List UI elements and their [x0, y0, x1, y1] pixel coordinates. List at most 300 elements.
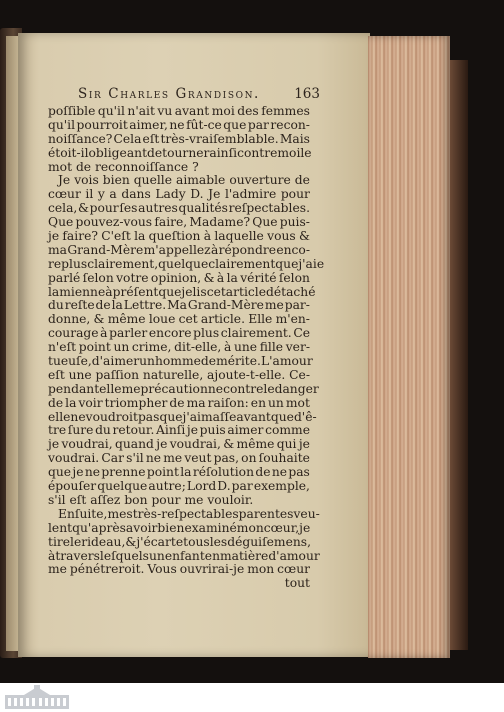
word: à [223, 340, 232, 355]
word: Ma [167, 298, 188, 313]
word: puis- [279, 215, 310, 230]
word: même [107, 312, 146, 327]
word: courage [48, 326, 99, 341]
word: eſt [48, 367, 65, 382]
text-line [48, 105, 310, 119]
word: pouvez-vous [75, 215, 153, 230]
word: ne [271, 465, 288, 480]
word: aſſez [90, 492, 121, 507]
word: plus [193, 326, 220, 341]
word: à [100, 326, 108, 341]
word: la [134, 229, 146, 244]
word: moi [211, 104, 235, 118]
word: que [275, 256, 299, 271]
word: naturelle, [142, 367, 204, 382]
page-number: 163 [294, 86, 320, 102]
word: autres [138, 201, 178, 216]
footer-bar [0, 683, 504, 712]
word: par [231, 479, 253, 494]
word: D. [190, 187, 204, 202]
word: détaché [265, 284, 316, 299]
text-line [48, 452, 310, 466]
word: déguiſemens, [227, 534, 312, 549]
word: de [147, 145, 163, 160]
word: par [247, 117, 269, 132]
word: une [233, 340, 258, 355]
word: Ce- [289, 367, 310, 382]
word: ma [186, 395, 206, 410]
word: point [146, 465, 179, 480]
word: obligeant [88, 145, 148, 160]
word: avant [236, 409, 271, 424]
word: à [105, 284, 113, 299]
word: j'aimaſſe [182, 409, 237, 424]
word: du [95, 423, 111, 438]
word: de [255, 465, 271, 480]
word: vous [267, 229, 296, 244]
word: clairement, [87, 256, 159, 271]
word: homme [154, 354, 201, 369]
word: un [139, 354, 155, 369]
word: d'amour [268, 548, 320, 563]
word: quelle [133, 173, 173, 188]
word: même [236, 437, 275, 452]
word: contre [223, 381, 264, 396]
word: ma [48, 242, 67, 257]
text-line [48, 480, 310, 494]
word: ouvrirai-je [179, 562, 245, 577]
word: dit-elle, [174, 340, 222, 355]
word: crime, [131, 340, 172, 355]
word: y [97, 187, 105, 202]
text-line [48, 369, 310, 383]
word: veu- [293, 506, 320, 521]
text-line [48, 494, 310, 508]
word: je [72, 465, 84, 480]
word: d'aimer [91, 354, 140, 369]
text-line [48, 299, 310, 313]
text-line [48, 563, 310, 577]
word: mot [285, 395, 310, 410]
word: à [48, 548, 56, 563]
word: préſent [112, 284, 159, 299]
word: mot [48, 159, 73, 174]
word: C'eſt [101, 229, 131, 244]
word: femmes [261, 104, 310, 118]
word: quand [114, 437, 154, 452]
word: pour [151, 492, 181, 507]
catchword [48, 577, 310, 591]
word: mes [107, 506, 133, 521]
word: opinion, [150, 270, 202, 285]
library-building-logo [4, 685, 70, 710]
word: moi [277, 145, 301, 160]
word: pourroit [76, 117, 128, 132]
word: L'amour [260, 354, 313, 369]
word: je [48, 437, 60, 452]
word: pas [137, 409, 160, 424]
word: elle [48, 409, 71, 424]
word: rideau, [81, 534, 126, 549]
word: ſouhaite [258, 451, 310, 466]
word: que [48, 465, 72, 480]
word: qu'après [72, 520, 126, 535]
word: ne [84, 465, 101, 480]
word: n'eſt [48, 340, 77, 355]
word: & [93, 312, 105, 327]
word: tire [48, 534, 71, 549]
word: la [65, 395, 77, 410]
word: pour [89, 201, 119, 216]
word: ne [145, 451, 162, 466]
word: par- [284, 298, 310, 313]
word: triompher [104, 395, 168, 410]
word: poſſible [48, 104, 96, 118]
text-line [48, 506, 320, 522]
word: eſt [142, 131, 160, 146]
word: voudrai, [61, 437, 113, 452]
word: pour [280, 187, 310, 202]
word: tout [284, 576, 310, 591]
word: Madame? [189, 215, 251, 230]
word: vu [157, 104, 173, 118]
word: j'aie [298, 256, 325, 271]
word: très-reſpectables [132, 506, 239, 521]
book-cover-right [450, 60, 468, 650]
word: de [200, 354, 217, 369]
word: la [226, 270, 238, 285]
word: ne [169, 117, 185, 132]
text-line [48, 381, 319, 397]
word: ſelon [82, 270, 114, 285]
word: elle [99, 381, 122, 396]
word: me [48, 562, 67, 577]
word: je [186, 423, 198, 438]
word: ajoute-t-elle. [207, 367, 286, 382]
word: Enſuite, [58, 506, 108, 521]
word: tous [183, 534, 210, 549]
word: Grand-Mère [187, 298, 264, 313]
word: reconnoiſſance [95, 159, 189, 174]
word: re [48, 256, 62, 271]
word: me [184, 492, 204, 507]
word: Que [252, 215, 278, 230]
word: matière [220, 548, 269, 563]
word: vérité [240, 270, 277, 285]
word: bien [102, 173, 130, 188]
text-line [48, 327, 310, 341]
word: Elle [248, 312, 273, 327]
word: raiſon: [207, 395, 249, 410]
word: veut [184, 451, 212, 466]
word: loue [148, 312, 176, 327]
word: répondre [218, 242, 277, 257]
word: tueuſe, [48, 354, 92, 369]
word: s'il [48, 492, 66, 507]
text-line [48, 133, 310, 147]
word: contre [237, 145, 278, 160]
word: que [158, 284, 182, 299]
word: vouloir. [207, 492, 254, 507]
body-text [48, 104, 325, 591]
word: me [121, 381, 141, 396]
word: du [48, 298, 64, 313]
word: de [294, 173, 310, 188]
word: Je [58, 173, 71, 188]
word: vois [74, 173, 99, 188]
word: réſolution [192, 465, 255, 480]
word: lent [48, 520, 73, 535]
word: à [216, 270, 225, 285]
word: de [95, 298, 111, 313]
text-line [48, 272, 310, 286]
word: Lord [186, 479, 217, 494]
word: mérite. [216, 354, 261, 369]
word: Lettre. [123, 298, 167, 313]
word: ſure [67, 423, 94, 438]
word: qu'il [97, 104, 125, 118]
word: donne, [48, 312, 91, 327]
word: que [159, 409, 183, 424]
word: me [163, 451, 183, 466]
word: on [241, 451, 257, 466]
word: Car [101, 451, 124, 466]
word: de [48, 395, 64, 410]
word: de [169, 395, 185, 410]
word: d'ê- [293, 409, 317, 424]
word: le [263, 381, 275, 396]
word: à [203, 229, 212, 244]
word: Ce [293, 326, 310, 341]
word: quelque [158, 256, 209, 271]
word: je [181, 284, 193, 299]
word: m'en- [275, 312, 310, 327]
word: voir [78, 395, 103, 410]
word: point [78, 340, 111, 355]
word: tre [48, 423, 67, 438]
word: parler [109, 326, 148, 341]
word: un [268, 395, 284, 410]
page-edges [368, 36, 450, 658]
word: ſelon [278, 270, 310, 285]
text-line [48, 438, 310, 452]
word: aimer [227, 423, 264, 438]
word: plus [61, 256, 88, 271]
text-line [48, 161, 310, 175]
word: qualités [178, 201, 228, 216]
word: la [180, 465, 192, 480]
word: clairement. [220, 326, 292, 341]
word: très-vraiſemblable. [160, 131, 279, 146]
word: quelque [97, 479, 148, 494]
word: article [225, 284, 266, 299]
word: mon [247, 562, 275, 577]
word: aimer, [129, 117, 168, 132]
word: exemple, [253, 479, 310, 494]
word: & [223, 437, 235, 452]
word: noiſſance? [48, 131, 113, 146]
word: me [264, 298, 284, 313]
word: qui [276, 437, 297, 452]
text-line [48, 230, 310, 244]
word: Cela [113, 131, 142, 146]
word: bien [157, 520, 185, 535]
word: à [210, 242, 219, 257]
text-line [48, 244, 310, 258]
word: Que [48, 215, 74, 230]
running-header [78, 86, 320, 106]
word: Vous [147, 562, 177, 577]
word: que [223, 117, 247, 132]
word: fût-ce [186, 117, 222, 132]
text-line [48, 147, 310, 161]
word: leſquels [99, 548, 149, 563]
word: je [156, 437, 168, 452]
word: de [75, 159, 92, 174]
text-line [48, 397, 310, 411]
word: cœur, [263, 520, 300, 535]
word: cœur [48, 187, 81, 202]
text-line [48, 284, 316, 300]
word: eſt [69, 492, 87, 507]
word: avoir [125, 520, 158, 535]
running-title: Sir Charles Grandison. [78, 86, 260, 102]
text-line [48, 424, 310, 438]
word: Mais [279, 131, 310, 146]
word: je [299, 520, 311, 535]
word: queſtion [148, 229, 201, 244]
word: pendant [48, 381, 100, 396]
text-line [48, 174, 310, 188]
word: les [209, 534, 228, 549]
text-line [48, 466, 310, 480]
word: qu'il [48, 117, 76, 132]
word: parlé [48, 270, 81, 285]
text-line [48, 313, 310, 327]
word: je [298, 437, 310, 452]
word: encore [148, 326, 192, 341]
word: paſſion [95, 367, 140, 382]
word: laquelle [214, 229, 264, 244]
word: comme [265, 423, 310, 438]
word: voudrai, [169, 437, 221, 452]
word: aimable [176, 173, 226, 188]
word: le [300, 145, 312, 160]
word: reſte [64, 298, 95, 313]
word: pénétreroit. [69, 562, 145, 577]
word: épouſer [48, 479, 97, 494]
word: faire, [154, 215, 188, 230]
word: Ainſi [156, 423, 186, 438]
word: & [203, 270, 215, 285]
word: travers [55, 548, 100, 563]
word: tourner [162, 145, 210, 160]
word: parentes [238, 506, 294, 521]
word: retour. [112, 423, 155, 438]
text-line [48, 536, 310, 550]
word: cet [206, 284, 226, 299]
word: prenne [101, 465, 146, 480]
word: a [109, 187, 117, 202]
text-line [48, 202, 310, 216]
word: un [149, 548, 165, 563]
text-line [48, 409, 317, 425]
word: recon- [270, 117, 310, 132]
word: ainſi [209, 145, 238, 160]
word: dans [121, 187, 151, 202]
word: reſpectables. [228, 201, 310, 216]
word: cet [178, 312, 198, 327]
word: une [68, 367, 92, 382]
word: & [78, 201, 89, 216]
word: un [113, 340, 130, 355]
word: avant [174, 104, 210, 118]
word: il [85, 187, 94, 202]
word: je [48, 229, 60, 244]
word: ouverture [229, 173, 291, 188]
text-line [48, 522, 310, 536]
word: ſes [119, 201, 138, 216]
word: mienne [59, 284, 106, 299]
word: & [125, 534, 137, 549]
text-line [48, 341, 310, 355]
word: en [204, 548, 220, 563]
word: Grand-Mère [67, 242, 144, 257]
word: mon [236, 520, 264, 535]
text-line [48, 354, 313, 369]
word: bon [124, 492, 148, 507]
word: & [299, 229, 310, 244]
word: voudroit [85, 409, 138, 424]
word: des [237, 104, 259, 118]
word: lis [192, 284, 207, 299]
word: cela, [48, 201, 78, 216]
word: le [70, 534, 82, 549]
text-line [48, 216, 310, 230]
word: pas, [213, 451, 240, 466]
word: étoit-il [48, 145, 89, 160]
word: la [111, 298, 123, 313]
word: examiné [184, 520, 237, 535]
word: fille [259, 340, 284, 355]
text-line [48, 119, 310, 133]
word: clairement [208, 256, 276, 271]
word: article. [200, 312, 245, 327]
word: danger [274, 381, 319, 396]
word: Je [208, 187, 221, 202]
word: D. [217, 479, 231, 494]
word: voudrai. [48, 451, 100, 466]
word: n'ait [127, 104, 155, 118]
word: la [48, 284, 60, 299]
word: votre [116, 270, 149, 285]
word: puis [199, 423, 226, 438]
word: pas [288, 465, 310, 480]
word: ne [70, 409, 86, 424]
word: précautionne [140, 381, 224, 396]
word: cœur [277, 562, 310, 577]
word: l'admire [224, 187, 277, 202]
word: ? [192, 159, 199, 174]
word: enco- [276, 242, 310, 257]
word: en [250, 395, 266, 410]
word: enfant [164, 548, 205, 563]
word: m'appellez [143, 242, 211, 257]
word: faire? [62, 229, 98, 244]
word: ver- [285, 340, 310, 355]
word: Lady [155, 187, 186, 202]
text-line [48, 256, 325, 272]
